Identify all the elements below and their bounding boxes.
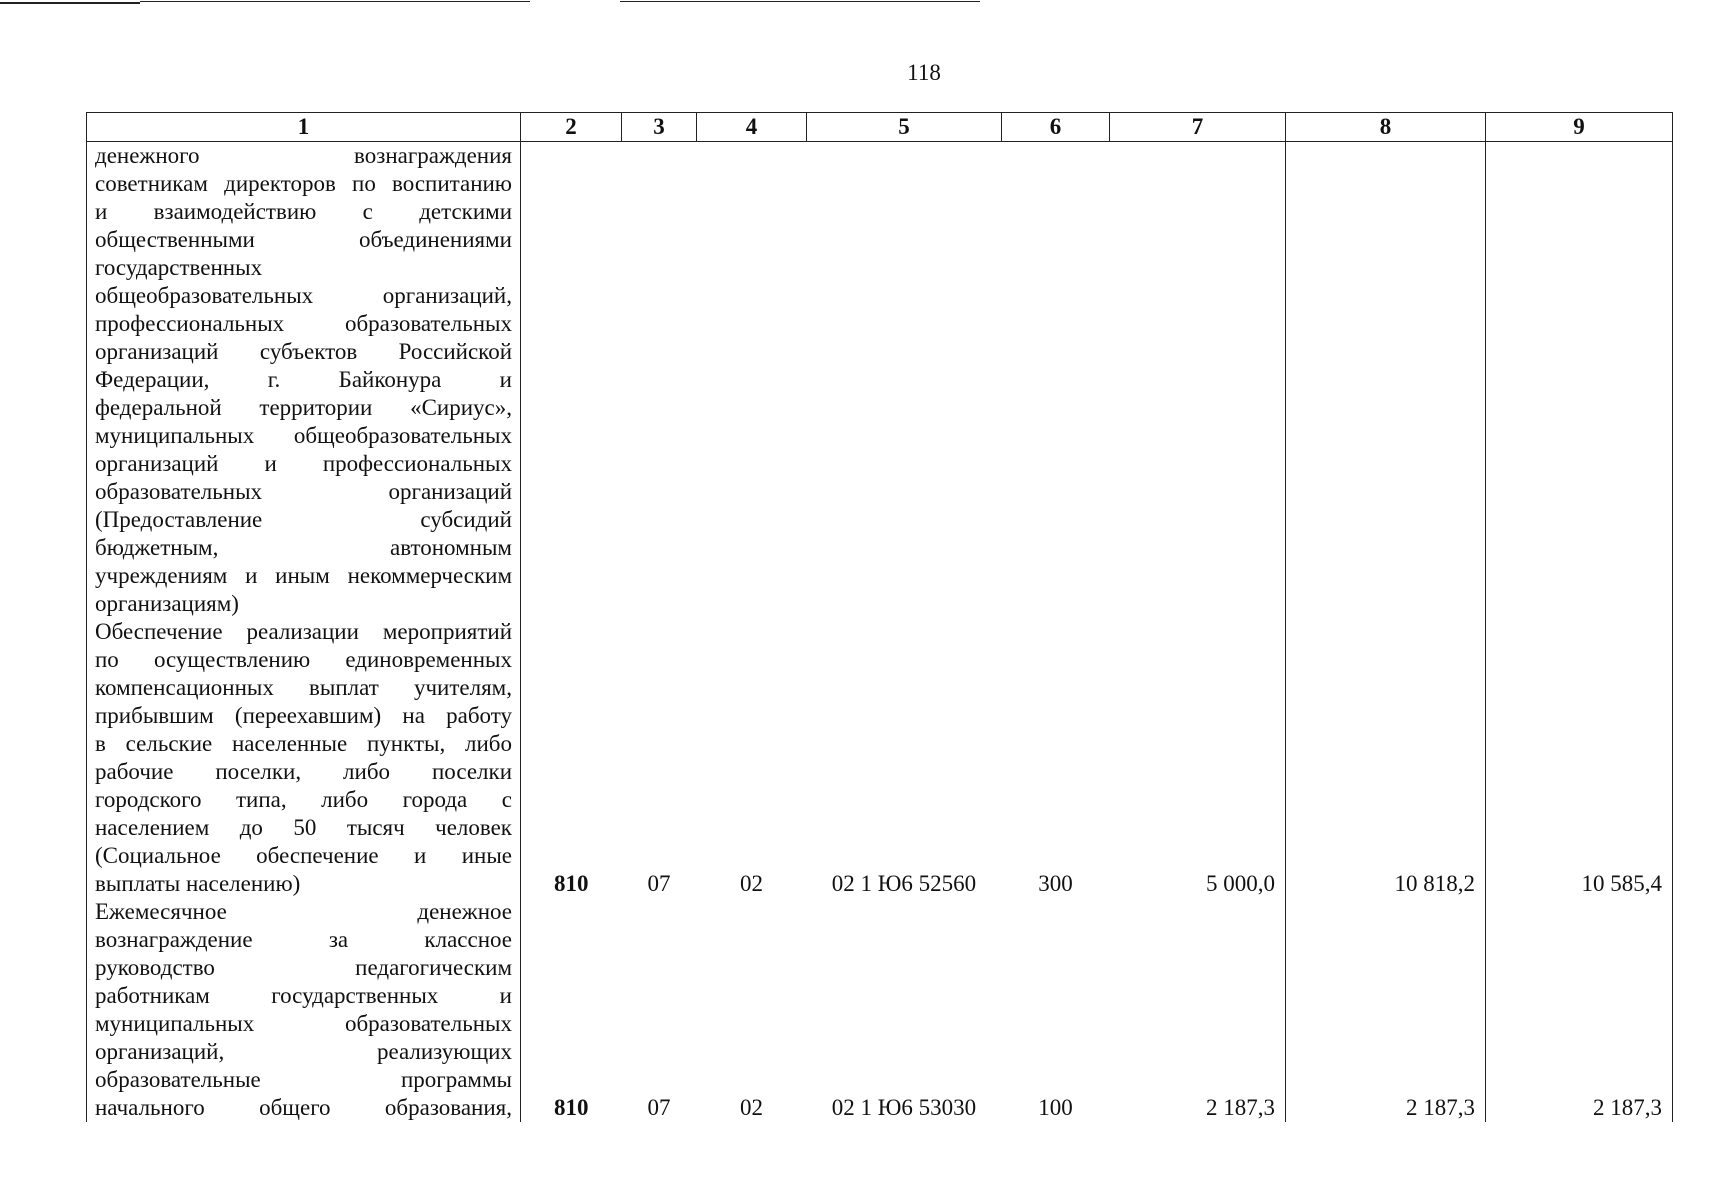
cell-c6: 100 [1038, 1095, 1073, 1120]
description-line: компенсационных выплат учителям, [95, 675, 512, 700]
cell-c8: 10 818,2 [1286, 618, 1486, 898]
description-line: в сельские населенные пункты, либо [95, 731, 512, 756]
description-line: организаций субъектов Российской [95, 339, 512, 364]
row-description [87, 898, 521, 1122]
column-header: 7 [1110, 113, 1286, 142]
row-description [87, 618, 521, 898]
cell-c9 [1486, 142, 1673, 619]
scan-artifact-line [140, 1, 530, 2]
cell-c2 [521, 142, 622, 619]
column-header: 2 [521, 113, 622, 142]
description-line: организаций, реализующих [95, 1039, 512, 1064]
cell-c6 [1002, 142, 1110, 619]
table-row [87, 142, 1673, 619]
description-line: городского типа, либо города с [95, 787, 512, 812]
description-line: и взаимодействию с детскими [95, 199, 512, 224]
description-line: работникам государственных и [95, 983, 512, 1008]
cell-c9: 2 187,3 [1486, 898, 1673, 1122]
table-row [87, 898, 1673, 1122]
description-line: по осуществлению единовременных [95, 647, 512, 672]
description-line: населением до 50 тысяч человек [95, 815, 512, 840]
cell-c4: 02 [740, 871, 763, 896]
description-line: выплаты населению) [95, 871, 301, 896]
description-line: образовательные программы [95, 1067, 512, 1092]
description-line: начального общего образования, [95, 1095, 512, 1120]
cell-c5 [807, 142, 1002, 619]
description-line: советникам директоров по воспитанию [95, 171, 512, 196]
page-number: 118 [907, 60, 941, 85]
description-line: (Предоставление субсидий [95, 507, 512, 532]
cell-c2: 810 [521, 898, 622, 1122]
description-line: учреждениям и иным некоммерческим [95, 563, 512, 588]
cell-c7: 5 000,0 [1110, 618, 1286, 898]
description-line: государственных [95, 255, 263, 280]
scan-artifact-line [0, 2, 140, 4]
description-line: федеральной территории «Сириус», [95, 395, 512, 420]
description-line: Ежемесячное денежное [95, 899, 512, 924]
table-row [87, 618, 1673, 898]
column-header: 3 [622, 113, 697, 142]
column-header: 8 [1286, 113, 1486, 142]
column-header: 5 [807, 113, 1002, 142]
description-line: организациям) [95, 591, 239, 616]
description-line: руководство педагогическим [95, 955, 512, 980]
cell-c6: 300 [1038, 871, 1073, 896]
column-header: 4 [697, 113, 807, 142]
scan-artifact-line [620, 1, 980, 2]
description-line: образовательных организаций [95, 479, 512, 504]
description-line: (Социальное обеспечение и иные [95, 843, 512, 868]
cell-c7 [1110, 142, 1286, 619]
description-line: муниципальных образовательных [95, 1011, 512, 1036]
cell-c3: 07 [647, 1095, 671, 1120]
description-line: прибывшим (переехавшим) на работу [95, 703, 512, 728]
cell-c3: 07 [647, 871, 671, 896]
cell-c8 [1286, 142, 1486, 619]
row-description [87, 142, 521, 619]
table-header-row [87, 113, 1673, 142]
cell-c4: 02 [740, 1095, 763, 1120]
cell-c5: 02 1 Ю6 53030 [831, 1095, 977, 1120]
description-line: организаций и профессиональных [95, 451, 512, 476]
cell-c7: 2 187,3 [1110, 898, 1286, 1122]
cell-c8: 2 187,3 [1286, 898, 1486, 1122]
description-line: Федерации, г. Байконура и [95, 367, 512, 392]
cell-c5: 02 1 Ю6 52560 [831, 871, 977, 896]
description-line: профессиональных образовательных [95, 311, 512, 336]
description-line: Обеспечение реализации мероприятий [95, 619, 512, 644]
cell-c9: 10 585,4 [1486, 618, 1673, 898]
column-header: 1 [87, 113, 521, 142]
cell-c4 [697, 142, 807, 619]
cell-c3 [622, 142, 697, 619]
description-line: рабочие поселки, либо поселки [95, 759, 512, 784]
column-header: 6 [1002, 113, 1110, 142]
description-line: вознаграждение за классное [95, 927, 512, 952]
description-line: общеобразовательных организаций, [95, 283, 512, 308]
description-line: общественными объединениями [95, 227, 512, 252]
budget-table [86, 112, 1673, 1122]
description-line: муниципальных общеобразовательных [95, 423, 512, 448]
description-line: денежного вознаграждения [95, 143, 512, 168]
description-line: бюджетным, автономным [95, 535, 512, 560]
column-header: 9 [1486, 113, 1673, 142]
cell-c2: 810 [521, 618, 622, 898]
